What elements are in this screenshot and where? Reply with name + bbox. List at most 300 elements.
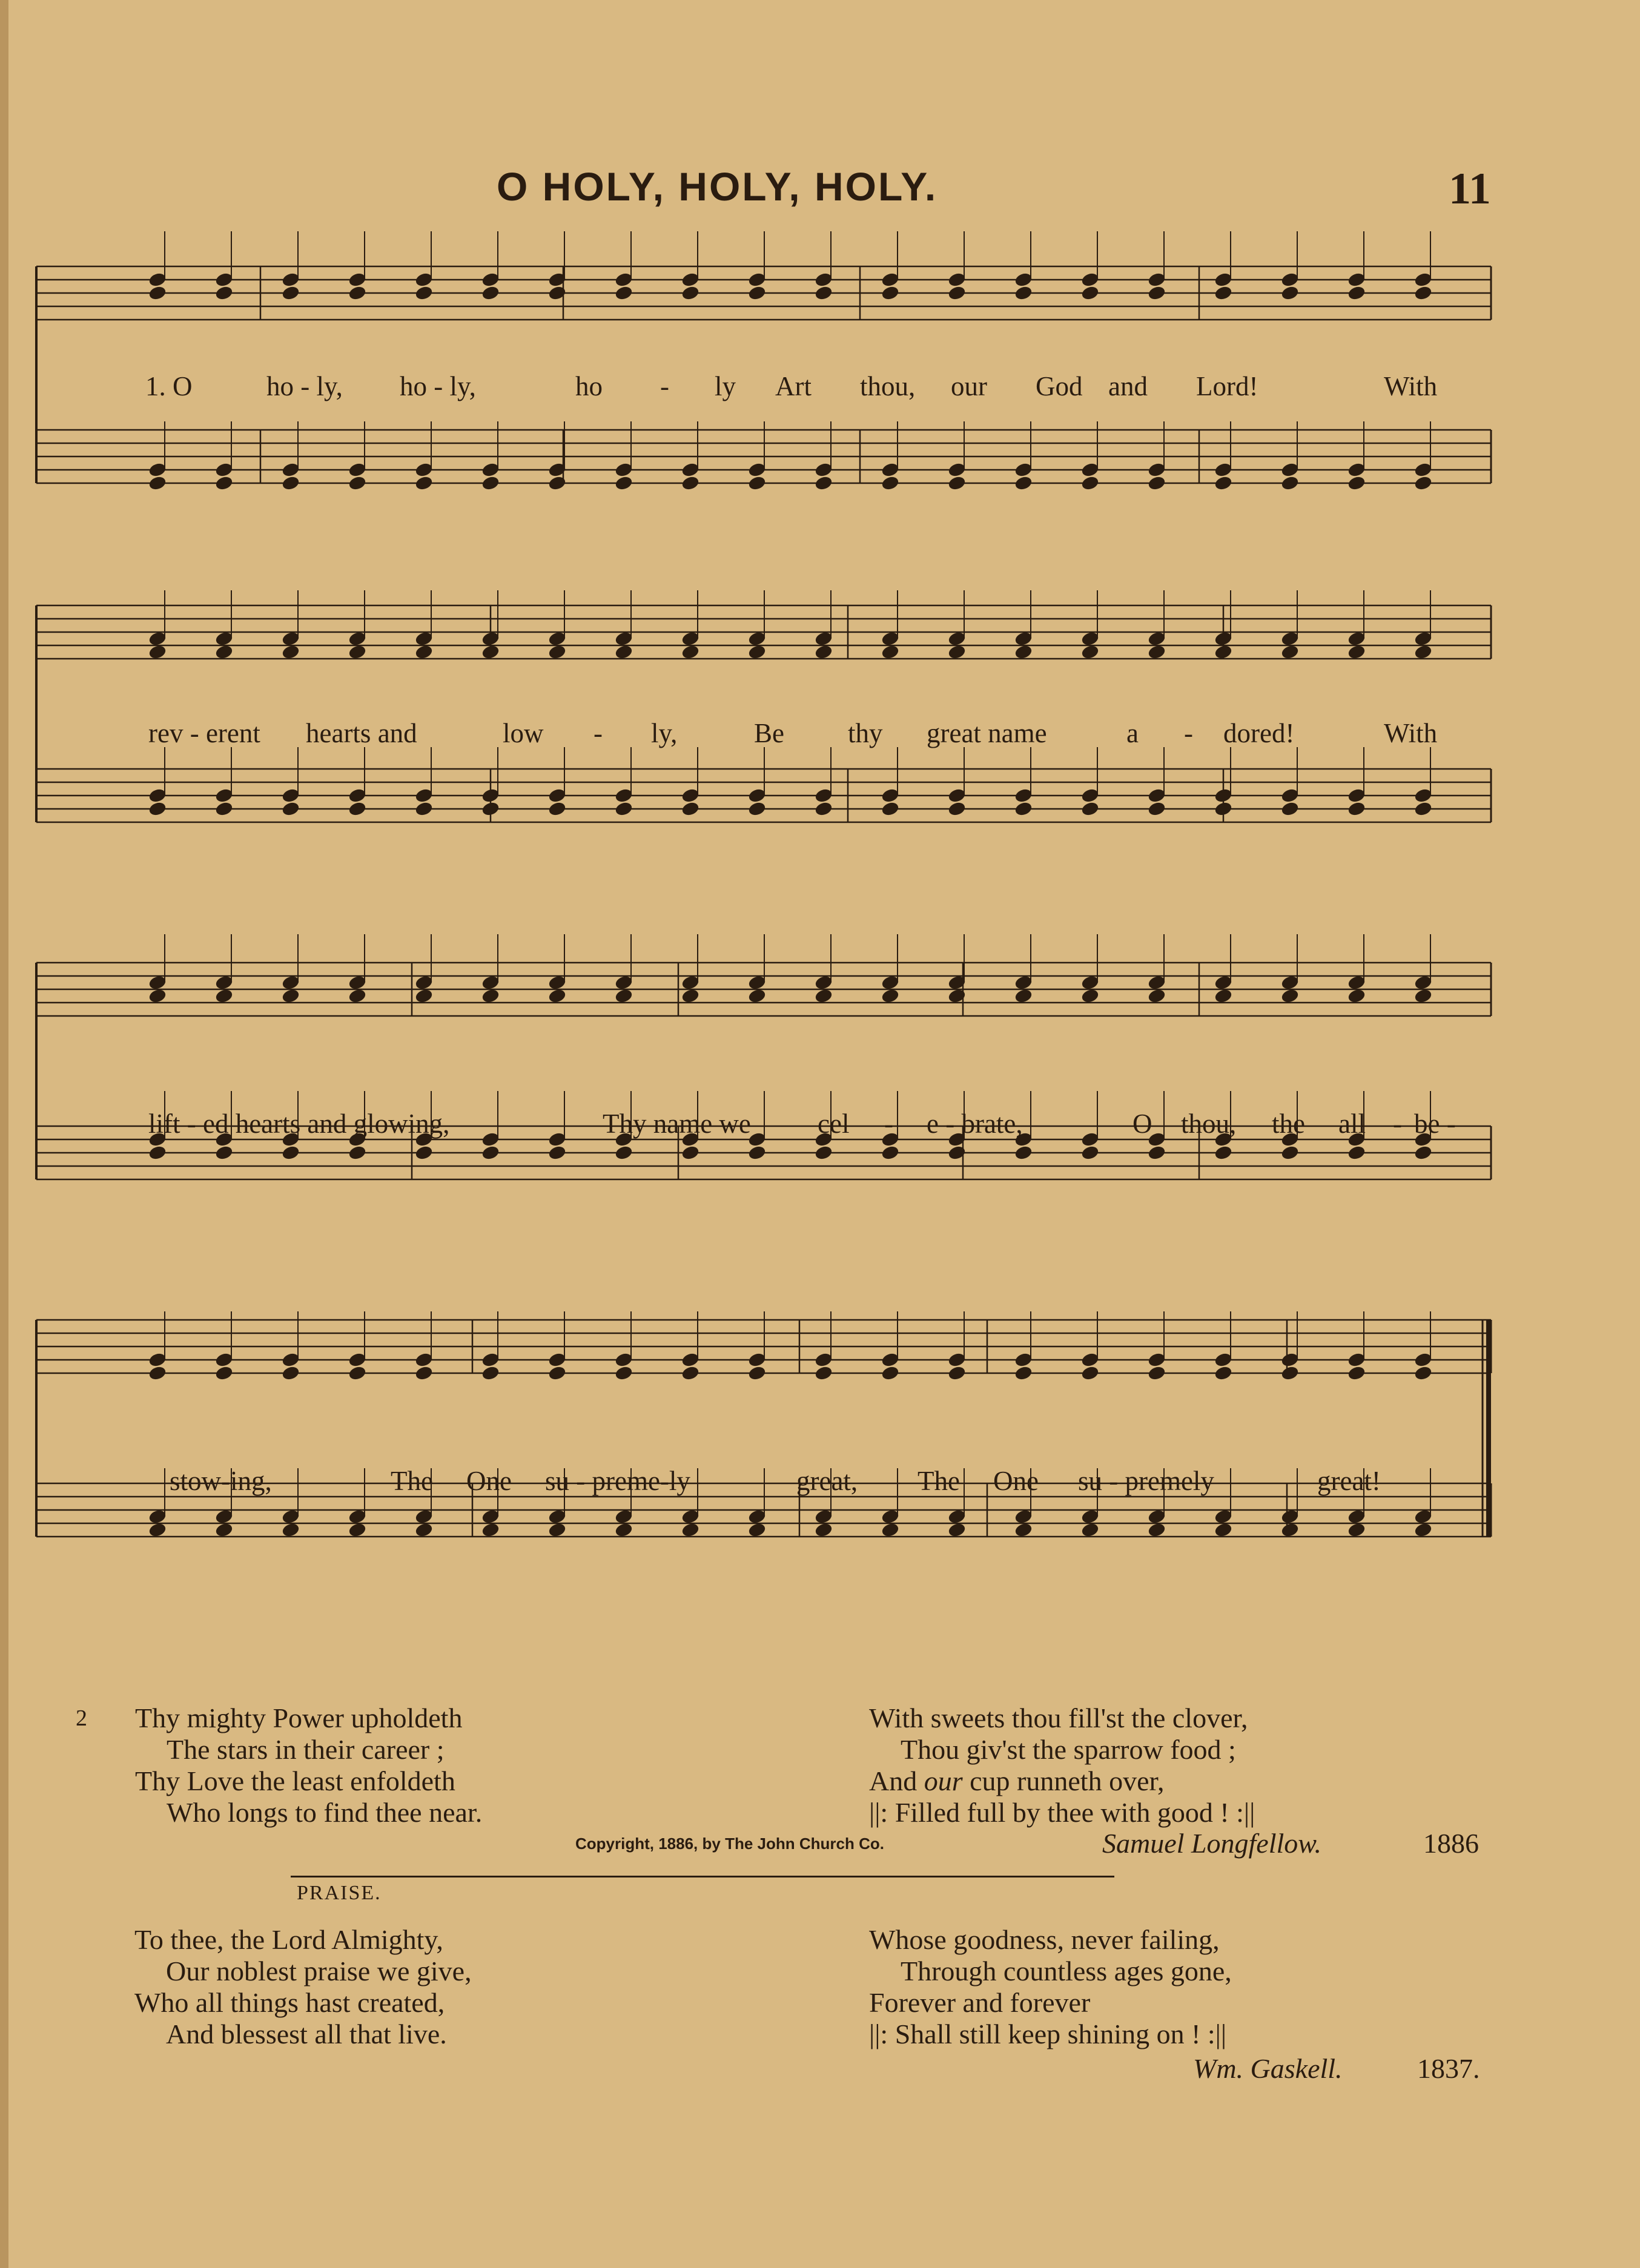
lyric-word: cel: [818, 1109, 850, 1139]
note-head: [1148, 1352, 1166, 1368]
note-head: [1414, 1352, 1433, 1368]
note-head: [348, 1509, 367, 1525]
note-head: [815, 975, 833, 991]
note-head: [1081, 644, 1100, 660]
note-head: [615, 631, 633, 647]
verse-line: With sweets thou fill'st the clover,: [869, 1703, 1248, 1733]
note-head: [1081, 801, 1100, 817]
lyric-word: e - brate,: [927, 1109, 1023, 1139]
lyric-word: rev - erent: [148, 718, 260, 748]
lyric-word: O: [1132, 1109, 1152, 1139]
note-head: [815, 1365, 833, 1381]
verse-2-right: [869, 1703, 1255, 1828]
lyric-word: great!: [1317, 1466, 1381, 1496]
note-head: [1281, 475, 1300, 491]
note-head: [1347, 1522, 1366, 1538]
note-head: [1414, 988, 1433, 1004]
note-head: [148, 788, 167, 803]
note-head: [148, 462, 167, 478]
note-head: [282, 644, 300, 660]
note-head: [1081, 1509, 1100, 1525]
note-head: [1414, 644, 1433, 660]
verse-emphasis: our: [924, 1765, 963, 1796]
note-head: [215, 631, 234, 647]
lyric-word: -: [660, 371, 669, 401]
lyric-word: God: [1036, 371, 1083, 401]
note-head: [1148, 462, 1166, 478]
note-head: [1214, 788, 1233, 803]
note-head: [481, 272, 500, 288]
note-head: [348, 788, 367, 803]
note-head: [548, 1522, 567, 1538]
note-head: [1347, 475, 1366, 491]
note-head: [1347, 1365, 1366, 1381]
note-head: [1347, 272, 1366, 288]
note-head: [615, 1365, 633, 1381]
note-head: [481, 801, 500, 817]
note-head: [348, 285, 367, 301]
note-head: [1081, 1352, 1100, 1368]
note-head: [815, 1522, 833, 1538]
note-head: [948, 1509, 967, 1525]
lyric-word: ly: [715, 371, 736, 401]
note-head: [748, 1352, 767, 1368]
note-head: [1281, 975, 1300, 991]
note-head: [348, 644, 367, 660]
praise-label: PRAISE.: [297, 1882, 382, 1904]
note-head: [948, 644, 967, 660]
note-head: [415, 272, 434, 288]
note-head: [948, 272, 967, 288]
note-head: [681, 975, 700, 991]
note-head: [548, 631, 567, 647]
praise-right: [869, 1924, 1232, 2050]
lyric-word: The: [918, 1466, 960, 1496]
note-head: [681, 788, 700, 803]
lyric-word: dored!: [1223, 718, 1295, 748]
note-head: [481, 988, 500, 1004]
note-head: [815, 1145, 833, 1161]
note-head: [748, 285, 767, 301]
note-head: [815, 285, 833, 301]
lyric-word: great,: [796, 1466, 858, 1496]
note-head: [681, 1522, 700, 1538]
note-head: [148, 801, 167, 817]
lyric-line-3: [36, 1108, 1502, 1144]
note-head: [481, 1145, 500, 1161]
note-head: [1214, 631, 1233, 647]
note-head: [148, 631, 167, 647]
note-head: [548, 1145, 567, 1161]
note-head: [1214, 1522, 1233, 1538]
note-head: [348, 1352, 367, 1368]
note-head: [1281, 462, 1300, 478]
note-head: [748, 1145, 767, 1161]
copyright-notice: Copyright, 1886, by The John Church Co.: [575, 1835, 884, 1853]
verse-line: Thy Love the least enfoldeth: [135, 1765, 455, 1796]
lyric-word: Thy name we: [603, 1109, 751, 1139]
verse-text: And: [869, 1765, 918, 1796]
note-head: [282, 1352, 300, 1368]
note-head: [481, 475, 500, 491]
note-head: [215, 1352, 234, 1368]
note-head: [282, 475, 300, 491]
note-head: [681, 801, 700, 817]
note-head: [615, 988, 633, 1004]
note-head: [1148, 988, 1166, 1004]
lyric-word: a: [1126, 718, 1139, 748]
note-head: [282, 1509, 300, 1525]
lyric-word: Lord!: [1196, 371, 1258, 401]
note-head: [548, 1509, 567, 1525]
note-head: [148, 1365, 167, 1381]
note-head: [282, 988, 300, 1004]
verse-line: To thee, the Lord Almighty,: [134, 1924, 443, 1955]
note-head: [215, 462, 234, 478]
note-head: [1148, 475, 1166, 491]
note-head: [681, 631, 700, 647]
note-head: [481, 631, 500, 647]
note-head: [681, 1365, 700, 1381]
note-head: [1414, 801, 1433, 817]
lyric-word: -: [594, 718, 603, 748]
note-head: [881, 644, 900, 660]
note-head: [1281, 644, 1300, 660]
note-head: [615, 788, 633, 803]
note-head: [615, 644, 633, 660]
note-head: [1281, 788, 1300, 803]
note-head: [215, 1509, 234, 1525]
lyric-word: be -: [1414, 1109, 1456, 1139]
note-head: [1414, 475, 1433, 491]
note-head: [548, 1365, 567, 1381]
note-head: [1414, 272, 1433, 288]
note-head: [615, 801, 633, 817]
note-head: [681, 644, 700, 660]
note-head: [415, 1352, 434, 1368]
note-head: [1014, 462, 1033, 478]
note-head: [881, 272, 900, 288]
note-head: [282, 788, 300, 803]
lyric-word: 1. O: [145, 371, 193, 401]
note-head: [415, 988, 434, 1004]
note-head: [1081, 1365, 1100, 1381]
praise-author: Wm. Gaskell.: [1193, 2053, 1343, 2084]
note-head: [481, 285, 500, 301]
note-head: [1081, 988, 1100, 1004]
verse-line-with-emphasis: [869, 1765, 1255, 1797]
note-head: [348, 975, 367, 991]
note-head: [1081, 1522, 1100, 1538]
lyric-word: One: [993, 1466, 1039, 1496]
note-head: [215, 475, 234, 491]
note-head: [415, 644, 434, 660]
note-head: [1014, 1509, 1033, 1525]
note-head: [1081, 285, 1100, 301]
note-head: [881, 631, 900, 647]
note-head: [1081, 462, 1100, 478]
note-head: [1148, 801, 1166, 817]
lyric-word: and: [1108, 371, 1148, 401]
note-head: [815, 272, 833, 288]
note-head: [348, 1145, 367, 1161]
note-head: [1081, 475, 1100, 491]
note-head: [1281, 1145, 1300, 1161]
note-head: [1281, 1522, 1300, 1538]
note-head: [1414, 1365, 1433, 1381]
lyric-word: Be: [754, 718, 784, 748]
verse-number: 2: [76, 1706, 87, 1731]
note-head: [415, 788, 434, 803]
note-head: [615, 462, 633, 478]
note-head: [1281, 801, 1300, 817]
note-head: [748, 801, 767, 817]
note-head: [1414, 285, 1433, 301]
note-head: [1414, 1522, 1433, 1538]
note-head: [1281, 988, 1300, 1004]
lyric-word: thou,: [860, 371, 916, 401]
note-head: [1148, 1365, 1166, 1381]
lyric-word: su - premely: [1078, 1466, 1214, 1496]
verse-line: Who all things hast created,: [134, 1987, 445, 2018]
note-head: [1214, 988, 1233, 1004]
note-head: [748, 272, 767, 288]
note-head: [282, 1522, 300, 1538]
note-head: [1214, 975, 1233, 991]
note-head: [148, 1145, 167, 1161]
note-head: [548, 801, 567, 817]
note-head: [415, 631, 434, 647]
note-head: [615, 1145, 633, 1161]
note-head: [948, 462, 967, 478]
verse-line: ||: Filled full by thee with good ! :||: [869, 1797, 1255, 1828]
lyric-line-1: [36, 371, 1502, 407]
note-head: [415, 1365, 434, 1381]
lyric-word: all: [1338, 1109, 1366, 1139]
note-head: [415, 475, 434, 491]
note-head: [348, 988, 367, 1004]
note-head: [548, 644, 567, 660]
note-head: [348, 475, 367, 491]
note-head: [881, 788, 900, 803]
note-head: [1214, 1365, 1233, 1381]
note-head: [481, 1522, 500, 1538]
note-head: [1081, 975, 1100, 991]
note-head: [481, 1365, 500, 1381]
note-head: [748, 1365, 767, 1381]
note-head: [1148, 1522, 1166, 1538]
note-head: [348, 1522, 367, 1538]
note-head: [1081, 631, 1100, 647]
lyric-word: Art: [775, 371, 812, 401]
note-head: [948, 788, 967, 803]
note-head: [1347, 285, 1366, 301]
note-head: [148, 988, 167, 1004]
note-head: [215, 975, 234, 991]
note-head: [148, 285, 167, 301]
note-head: [1347, 788, 1366, 803]
note-head: [1347, 1509, 1366, 1525]
note-head: [881, 285, 900, 301]
note-head: [615, 1509, 633, 1525]
verse-line: The stars in their career ;: [167, 1734, 445, 1765]
note-head: [1014, 631, 1033, 647]
note-head: [1014, 475, 1033, 491]
note-head: [1414, 631, 1433, 647]
note-head: [1148, 788, 1166, 803]
note-head: [1014, 988, 1033, 1004]
note-head: [1148, 644, 1166, 660]
lyric-word: great name: [927, 718, 1047, 748]
note-head: [348, 801, 367, 817]
note-head: [881, 1522, 900, 1538]
verse-2-left: [76, 1703, 483, 1828]
note-head: [948, 1522, 967, 1538]
note-head: [148, 644, 167, 660]
note-head: [681, 1509, 700, 1525]
note-head: [881, 975, 900, 991]
note-head: [548, 988, 567, 1004]
note-head: [881, 801, 900, 817]
note-head: [215, 1145, 234, 1161]
note-head: [1148, 1145, 1166, 1161]
note-head: [681, 462, 700, 478]
note-head: [1214, 1145, 1233, 1161]
note-head: [1347, 801, 1366, 817]
note-head: [1214, 1509, 1233, 1525]
note-head: [548, 975, 567, 991]
note-head: [1014, 1352, 1033, 1368]
note-head: [282, 1365, 300, 1381]
note-head: [1014, 285, 1033, 301]
note-head: [215, 1522, 234, 1538]
note-head: [215, 801, 234, 817]
note-head: [215, 285, 234, 301]
lyric-word: -: [884, 1109, 893, 1139]
note-head: [1347, 631, 1366, 647]
note-head: [1347, 644, 1366, 660]
note-head: [748, 631, 767, 647]
note-head: [615, 285, 633, 301]
lyric-word: our: [951, 371, 987, 401]
note-head: [815, 475, 833, 491]
note-head: [881, 1365, 900, 1381]
note-head: [881, 1509, 900, 1525]
lyric-word: thy: [848, 718, 883, 748]
note-head: [948, 1365, 967, 1381]
note-head: [815, 801, 833, 817]
note-head: [815, 788, 833, 803]
note-head: [748, 644, 767, 660]
note-head: [148, 975, 167, 991]
note-head: [1414, 975, 1433, 991]
note-head: [1414, 1145, 1433, 1161]
note-head: [615, 272, 633, 288]
hymn-title: O HOLY, HOLY, HOLY.: [497, 164, 938, 209]
note-head: [1214, 475, 1233, 491]
note-head: [1014, 272, 1033, 288]
note-head: [615, 475, 633, 491]
note-head: [481, 1509, 500, 1525]
note-head: [615, 1352, 633, 1368]
note-head: [748, 975, 767, 991]
note-head: [1281, 1365, 1300, 1381]
note-head: [148, 272, 167, 288]
praise-year: 1837.: [1417, 2053, 1480, 2084]
praise-left: [134, 1924, 472, 2050]
lyric-word: With: [1384, 371, 1438, 401]
note-head: [282, 272, 300, 288]
lyric-word: ly,: [651, 718, 678, 748]
verse-line: Thou giv'st the sparrow food ;: [901, 1734, 1236, 1765]
note-head: [948, 631, 967, 647]
note-head: [815, 631, 833, 647]
note-head: [415, 285, 434, 301]
note-head: [348, 272, 367, 288]
note-head: [348, 631, 367, 647]
note-head: [148, 475, 167, 491]
note-head: [1081, 1145, 1100, 1161]
lyric-word: thou,: [1181, 1109, 1237, 1139]
note-head: [1214, 272, 1233, 288]
note-head: [1014, 788, 1033, 803]
note-head: [815, 644, 833, 660]
note-head: [1148, 272, 1166, 288]
verse-line: Through countless ages gone,: [901, 1956, 1232, 1986]
note-head: [1148, 1509, 1166, 1525]
lyric-word: su - preme-ly: [545, 1466, 690, 1496]
note-head: [1014, 801, 1033, 817]
note-head: [1281, 631, 1300, 647]
note-head: [282, 975, 300, 991]
note-head: [481, 975, 500, 991]
note-head: [1014, 975, 1033, 991]
note-head: [1214, 285, 1233, 301]
note-head: [348, 1365, 367, 1381]
lyric-word: -: [1393, 1109, 1402, 1139]
note-head: [1014, 1365, 1033, 1381]
note-head: [348, 462, 367, 478]
note-head: [215, 644, 234, 660]
note-head: [1214, 1352, 1233, 1368]
note-head: [1347, 462, 1366, 478]
note-head: [1148, 631, 1166, 647]
note-head: [1347, 975, 1366, 991]
note-head: [148, 1352, 167, 1368]
note-head: [1281, 272, 1300, 288]
note-head: [548, 788, 567, 803]
note-head: [1347, 988, 1366, 1004]
note-head: [681, 1352, 700, 1368]
note-head: [481, 462, 500, 478]
note-head: [1081, 788, 1100, 803]
lyric-word: the: [1272, 1109, 1305, 1139]
note-head: [815, 988, 833, 1004]
note-head: [615, 1522, 633, 1538]
note-head: [215, 272, 234, 288]
note-head: [881, 1145, 900, 1161]
note-head: [1214, 644, 1233, 660]
verse-line: ||: Shall still keep shining on ! :||: [869, 2019, 1227, 2049]
note-head: [215, 788, 234, 803]
note-head: [282, 1145, 300, 1161]
lyric-word: ho - ly,: [266, 371, 343, 401]
verse-line: Who longs to find thee near.: [167, 1797, 483, 1828]
verse-line: Thy mighty Power upholdeth: [135, 1703, 463, 1733]
page-number: 11: [1449, 164, 1491, 214]
note-head: [748, 788, 767, 803]
note-head: [1414, 788, 1433, 803]
